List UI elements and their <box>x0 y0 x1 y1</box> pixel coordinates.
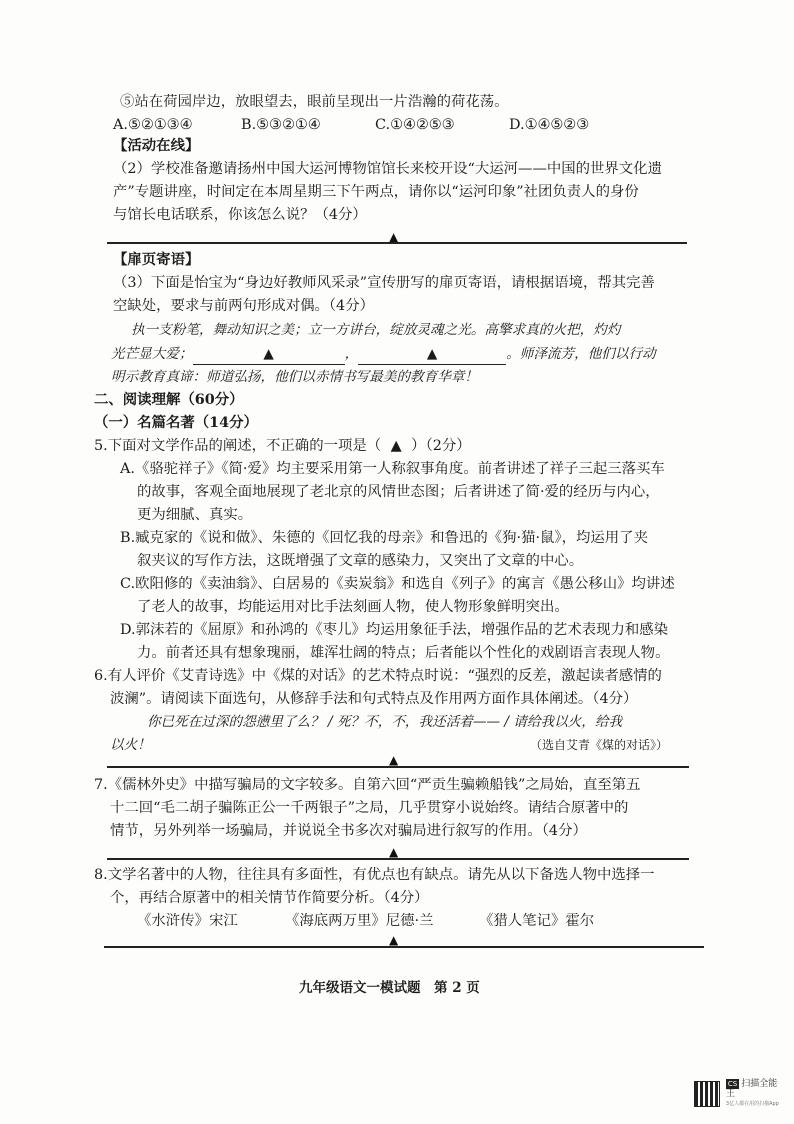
fill-blank-1[interactable] <box>193 344 345 365</box>
q8-choice-2: 《海底两万里》尼德·兰 <box>285 913 434 929</box>
preface-text1: 执一支粉笔，舞动知识之美；立一方讲台，绽放灵魂之光。高擎求真的火把，灼灼 <box>131 322 621 338</box>
q6-poem-line2: 以火！ <box>110 737 151 753</box>
answer-marker: ▲ <box>389 230 399 244</box>
online-line3: 与馆长电话联系，你该怎么说？（4分） <box>113 207 367 223</box>
answer-line <box>107 766 689 768</box>
preface-text2-start: 光芒显大爱； <box>111 346 193 362</box>
page-footer: 九年级语文一模试题 第 2 页 <box>299 980 480 996</box>
preface-text3: 明示教育真谛：师道弘扬，他们以赤情书写最美的教育华章！ <box>111 369 479 385</box>
scanner-watermark <box>694 1080 786 1108</box>
q5-option-b-line1: B.臧克家的《说和做》、朱德的《回忆我的母亲》和鲁迅的《狗·猫·鼠》，均运用了夹 <box>120 530 648 546</box>
q5-option-b-line2: 叙夹议的写作方法，这既增强了文章的感染力，又突出了文章的中心。 <box>137 553 584 569</box>
q4-option-a: A.⑤②①③④ <box>113 117 193 133</box>
qr-code-icon <box>694 1081 720 1107</box>
answer-line <box>107 242 687 244</box>
answer-line <box>107 858 689 860</box>
preface-line1: （3）下面是怡宝为“身边好教师风采录”宣传册写的扉页寄语，请根据语境，帮其完善 <box>113 275 655 291</box>
q4-option-d: D.①④⑤②③ <box>509 117 590 133</box>
online-heading: 【活动在线】 <box>113 137 200 154</box>
fill-blank-2[interactable] <box>358 344 506 365</box>
q5-option-a-line1: A.《骆驼祥子》《简·爱》均主要采用第一人称叙事角度。前者讲述了祥子三起三落买车 <box>120 461 665 477</box>
q4-options <box>113 115 633 135</box>
q6-line2: 波澜”。请阅读下面选句，从修辞手法和句式特点及作用两方面作具体阐述。（4分） <box>110 691 638 707</box>
q5-option-d-line2: 力。前者还具有想象瑰丽，雄浑壮阔的特点；后者能以个性化的戏剧语言表现人物。 <box>137 645 670 661</box>
preface-text2: 光芒显大爱； ▲ ， ▲ 。师泽流芳，他们以行动 <box>111 344 656 365</box>
online-line2: 产”专题讲座，时间定在本周星期三下午两点，请你以“运河印象”社团负责人的身份 <box>113 184 639 200</box>
q8-line1: 8.文学名著中的人物，往往具有多面性，有优点也有缺点。请先从以下备选人物中选择一 <box>94 867 655 883</box>
preface-heading: 【扉页寄语】 <box>113 251 200 268</box>
scanner-brand-name: 扫描全能王 <box>725 1079 778 1099</box>
answer-marker: ▲ <box>426 346 438 362</box>
preface-text2-end: 。师泽流芳，他们以行动 <box>506 346 656 362</box>
answer-line <box>104 946 704 948</box>
q5-stem <box>94 436 471 456</box>
q5-stem-end: ）（2分） <box>411 438 471 454</box>
q4-option-b: B.⑤③②①④ <box>241 117 321 133</box>
q5-option-c-line2: 了老人的故事，均能运用对比手法刻画人物，使人物形象鲜明突出。 <box>137 599 569 615</box>
cs-logo-icon: CS <box>727 1080 738 1088</box>
answer-marker: ▲ <box>389 845 399 859</box>
q7-line3: 情节，另外列举一场骗局，并说说全书多次对骗局进行叙写的作用。（4分） <box>110 823 587 839</box>
q6-line1: 6.有人评价《艾青诗选》中《煤的对话》的艺术特点时说：“强烈的反差，激起读者感情的 <box>94 668 662 684</box>
scanner-brand <box>726 1079 786 1109</box>
q7-line2: 十二回“毛二胡子骗陈正公一千两银子”之局，几乎贯穿小说始终。请结合原著中的 <box>110 800 629 816</box>
answer-marker: ▲ <box>263 346 274 362</box>
q5-option-a-line3: 更为细腻、真实。 <box>137 507 253 523</box>
q5-option-a-line2: 的故事，客观全面地展现了老北京的风情世态图；后者讲述了简·爱的经历与内心， <box>137 484 660 500</box>
answer-marker: ▲ <box>389 933 399 947</box>
q6-poem-line1: 你已死在过深的怨懑里了么？ / 死？不，不，我还活着—— / 请给我以火，给我 <box>147 714 623 730</box>
q5-stem-start: 5.下面对文学作品的阐述，不正确的一项是（ <box>94 438 382 454</box>
online-line1: （2）学校准备邀请扬州中国大运河博物馆馆长来校开设“大运河——中国的世界文化遗 <box>113 161 662 177</box>
q5-option-d-line1: D.郭沫若的《屈原》和孙鸿的《枣儿》均运用象征手法，增强作品的艺术表现力和感染 <box>120 622 669 638</box>
q6-source: （选自艾青《煤的对话》） <box>530 738 669 752</box>
answer-marker: ▲ <box>390 438 402 454</box>
preface-line2: 空缺处，要求与前两句形成对偶。（4分） <box>113 298 374 314</box>
q4-item5: ⑤站在荷园岸边，放眼望去，眼前呈现出一片浩瀚的荷花荡。 <box>120 94 509 110</box>
scanner-tagline: 3亿人都在用的扫描App <box>725 1101 779 1107</box>
q7-line1: 7.《儒林外史》中描写骗局的文字较多。自第六回“严贡生骗赖船钱”之局始，直至第五 <box>94 777 641 793</box>
q8-choice-3: 《猎人笔记》霍尔 <box>479 913 595 929</box>
answer-marker: ▲ <box>389 753 399 767</box>
q4-option-c: C.①④②⑤③ <box>375 117 455 133</box>
q8-line2: 个，再结合原著中的相关情节作简要分析。（4分） <box>110 890 429 906</box>
q5-option-c-line1: C.欧阳修的《卖油翁》、白居易的《卖炭翁》和选自《列子》的寓言《愚公移山》均讲述 <box>120 576 675 592</box>
q8-choice-1: 《水浒传》宋江 <box>137 913 238 929</box>
section-reading-heading: 二、阅读理解（60分） <box>94 391 244 408</box>
section-classics-heading: （一）名篇名著（14分） <box>94 414 258 431</box>
